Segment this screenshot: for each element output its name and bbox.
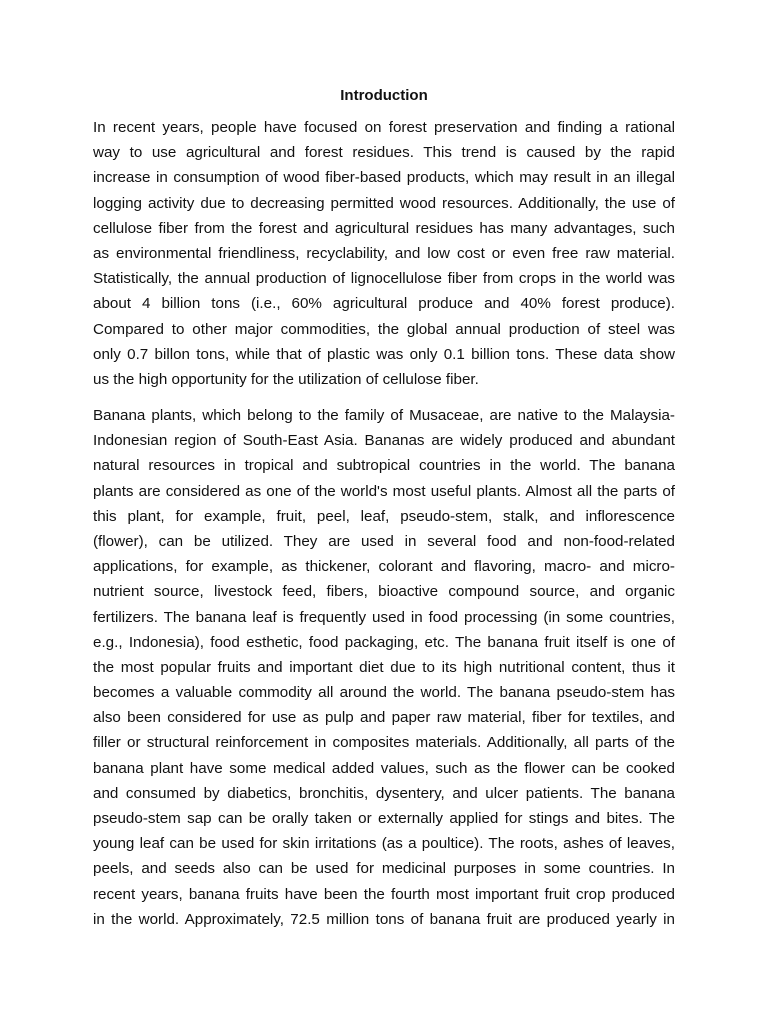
text-line: Compared to other major commodities, the global annual production of steel was: [93, 320, 675, 338]
text-line: also been considered for use as pulp and paper raw material, fiber for textiles, and: [93, 709, 675, 727]
text-line: as environmental friendliness, recyclability, and low cost or even free raw material.: [93, 244, 675, 262]
text-line: e.g., Indonesia), food esthetic, food packaging, etc. The banana fruit itself is one of: [93, 633, 675, 651]
text-line: about 4 billion tons (i.e., 60% agricultural produce and 40% forest produce).: [93, 295, 675, 313]
text-line: filler or structural reinforcement in composites materials. Additionally, all parts of the: [93, 734, 675, 752]
text-line: becomes a valuable commodity all around the world. The banana pseudo-stem has: [93, 684, 675, 702]
text-line: (flower), can be utilized. They are used in several food and non-food-related: [93, 532, 675, 550]
text-line: young leaf can be used for skin irritations (as a poultice). The roots, ashes of leaves,: [93, 835, 675, 853]
text-line: and consumed by diabetics, bronchitis, dysentery, and ulcer patients. The banana: [93, 784, 675, 802]
text-line: plants are considered as one of the world's most useful plants. Almost all the parts of: [93, 482, 675, 500]
text-line: increase in consumption of wood fiber-based products, which may result in an illegal: [93, 169, 675, 187]
paragraph-2: [93, 403, 675, 932]
text-line: fertilizers. The banana leaf is frequently used in food processing (in some countries,: [93, 608, 675, 626]
section-title: Introduction: [340, 87, 428, 104]
text-line: pseudo-stem sap can be orally taken or externally applied for stings and bites. The: [93, 810, 675, 827]
text-line: logging activity due to decreasing permitted wood resources. Additionally, the use of: [93, 194, 675, 212]
text-line: recent years, banana fruits have been the fourth most important fruit crop produced: [93, 885, 675, 903]
text-line: us the high opportunity for the utilization of cellulose fiber.: [93, 370, 479, 388]
text-line: Statistically, the annual production of lignocellulose fiber from crops in the world was: [93, 270, 675, 288]
text-line: this plant, for example, fruit, peel, leaf, pseudo-stem, stalk, and inflorescence: [93, 507, 675, 525]
text-line: only 0.7 billon tons, while that of plastic was only 0.1 billion tons. These data show: [93, 345, 675, 363]
text-line: in the world. Approximately, 72.5 million tons of banana fruit are produced yearly in: [93, 910, 675, 928]
text-line: applications, for example, as thickener, colorant and flavoring, macro- and micro-: [93, 558, 675, 576]
text-line: In recent years, people have focused on forest preservation and finding a rational: [93, 119, 675, 136]
text-line: nutrient source, livestock feed, fibers, bioactive compound source, and organic: [93, 583, 675, 601]
text-line: Indonesian region of South-East Asia. Bananas are widely produced and abundant: [93, 432, 675, 450]
text-line: peels, and seeds also can be used for medicinal purposes in some countries. In: [93, 860, 675, 878]
text-line: way to use agricultural and forest residues. This trend is caused by the rapid: [93, 144, 675, 162]
paragraph-1: [93, 115, 675, 392]
text-line: the most popular fruits and important diet due to its high nutritional content, thus it: [93, 658, 675, 676]
text-line: banana plant have some medical added values, such as the flower can be cooked: [93, 759, 675, 777]
text-line: natural resources in tropical and subtropical countries in the world. The banana: [93, 457, 675, 475]
text-line: Banana plants, which belong to the family of Musaceae, are native to the Malaysia-: [93, 407, 675, 424]
text-line: cellulose fiber from the forest and agricultural residues has many advantages, such: [93, 219, 675, 237]
